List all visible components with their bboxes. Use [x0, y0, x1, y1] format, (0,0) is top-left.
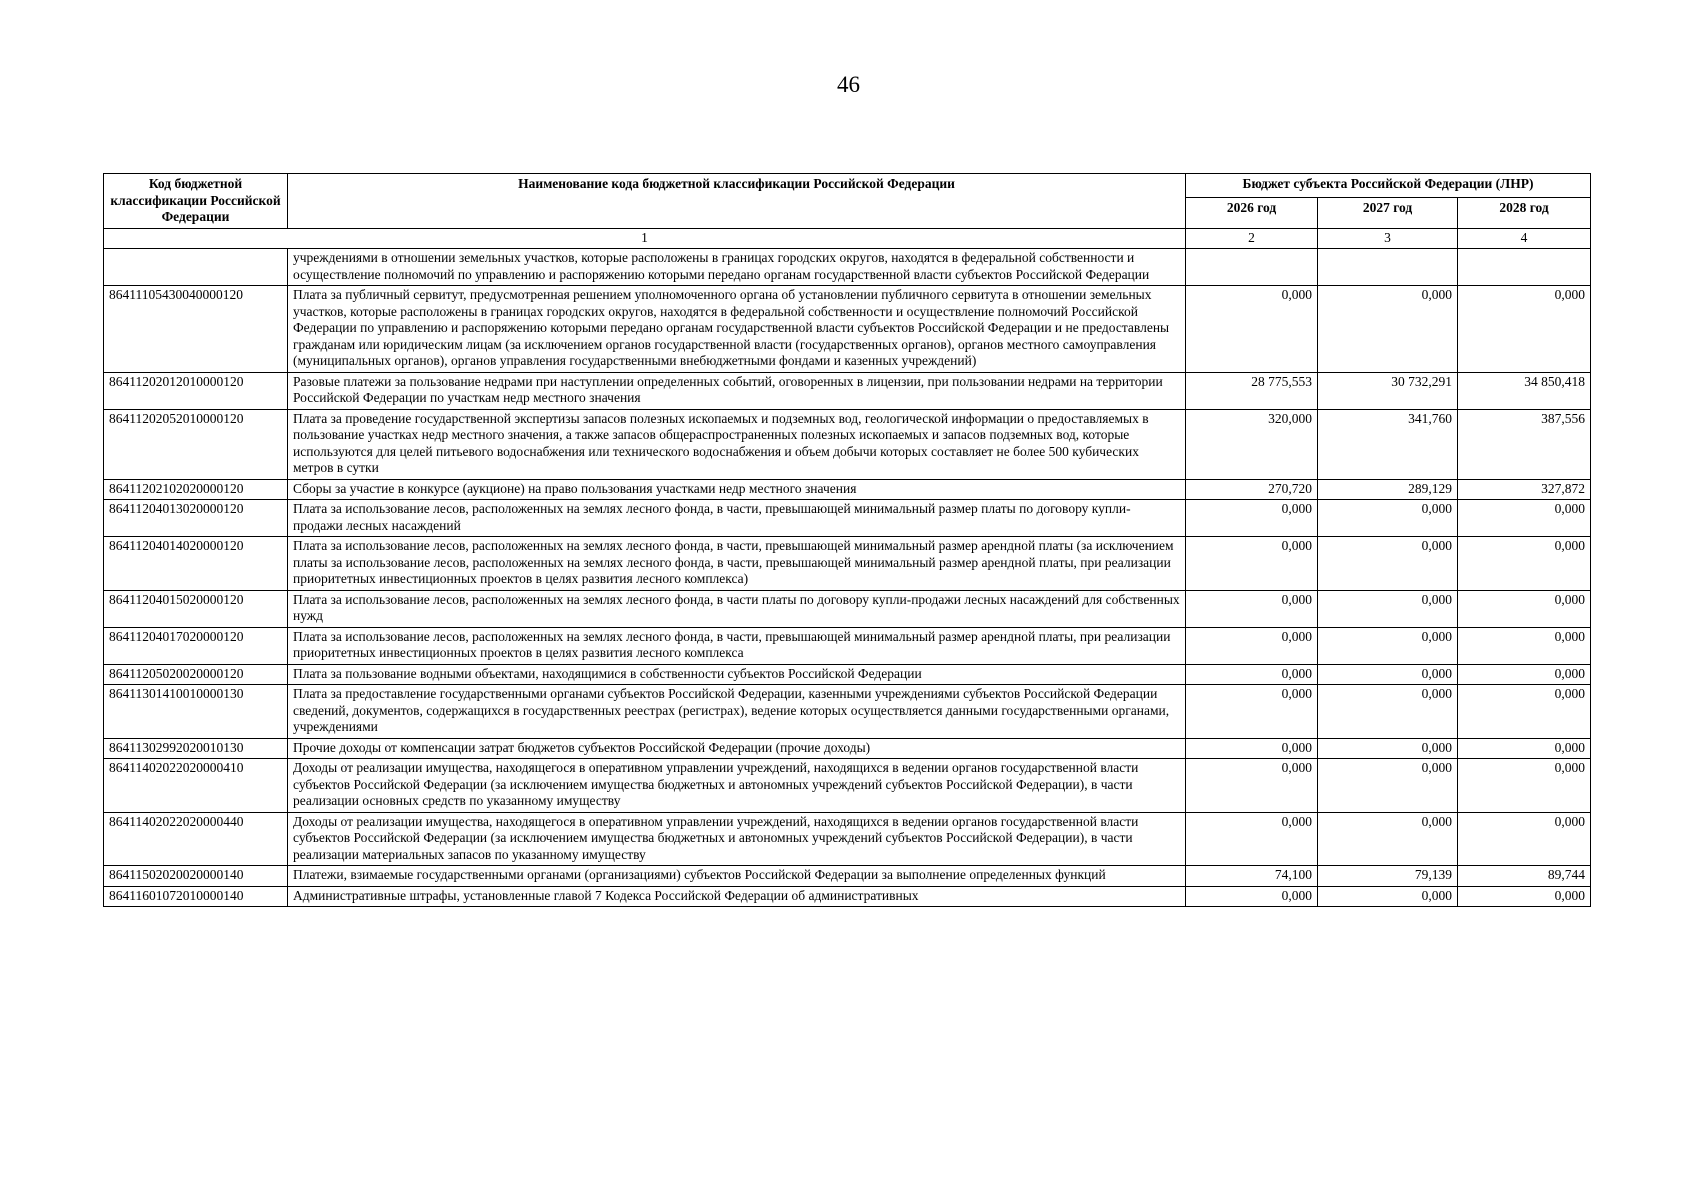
header-name: Наименование кода бюджетной классификации Российской Федерации — [288, 174, 1186, 229]
value-2027-cell: 289,129 — [1318, 479, 1458, 500]
table-row — [104, 479, 1591, 500]
value-2026-cell: 28 775,553 — [1186, 372, 1318, 409]
table-row — [104, 627, 1591, 664]
value-2027-cell: 79,139 — [1318, 866, 1458, 887]
value-2028-cell: 327,872 — [1458, 479, 1591, 500]
value-2026-cell: 74,100 — [1186, 866, 1318, 887]
table-row — [104, 500, 1591, 537]
name-cell: Прочие доходы от компенсации затрат бюджетов субъектов Российской Федерации (прочие доходы) — [288, 738, 1186, 759]
name-cell: Плата за проведение государственной экспертизы запасов полезных ископаемых и подземных вод, геологической информации о предоставляемых в пользование участках недр местного значения, а также запасов общераспространенных полезных ископаемых и запасов подземных вод, которые используются для целей питьевого водоснабжения или технического водоснабжения и объем добычи которых составляет не более 500 кубических метров в сутки — [288, 409, 1186, 479]
code-cell: 86411204013020000120 — [104, 500, 288, 537]
code-cell: 86411202052010000120 — [104, 409, 288, 479]
table-body — [104, 249, 1591, 907]
name-cell: Сборы за участие в конкурсе (аукционе) на право пользования участками недр местного значения — [288, 479, 1186, 500]
value-2028-cell: 0,000 — [1458, 664, 1591, 685]
value-2026-cell: 0,000 — [1186, 685, 1318, 739]
header-year-2028: 2028 год — [1458, 197, 1591, 228]
name-cell: Плата за использование лесов, расположенных на землях лесного фонда, в части, превышающей минимальный размер платы по договору купли-продажи лесных насаждений — [288, 500, 1186, 537]
name-cell: Плата за использование лесов, расположенных на землях лесного фонда, в части, превышающей минимальный размер арендной платы (за исключением платы за использование лесов, расположенных на землях лесного фонда, в части, превышающей минимальный размер арендной платы, при реализации приоритетных инвестиционных проектов в целях развития лесного комплекса) — [288, 537, 1186, 591]
value-2027-cell — [1318, 249, 1458, 286]
value-2028-cell: 0,000 — [1458, 685, 1591, 739]
table-row — [104, 738, 1591, 759]
value-2026-cell: 0,000 — [1186, 759, 1318, 813]
value-2027-cell: 0,000 — [1318, 664, 1458, 685]
table-row — [104, 409, 1591, 479]
name-cell: Плата за пользование водными объектами, находящимися в собственности субъектов Российской Федерации — [288, 664, 1186, 685]
value-2026-cell: 0,000 — [1186, 627, 1318, 664]
value-2027-cell: 0,000 — [1318, 738, 1458, 759]
value-2026-cell: 0,000 — [1186, 812, 1318, 866]
value-2027-cell: 0,000 — [1318, 812, 1458, 866]
value-2027-cell: 0,000 — [1318, 759, 1458, 813]
table-header — [104, 174, 1591, 249]
table-row — [104, 249, 1591, 286]
column-number-3: 3 — [1318, 228, 1458, 249]
code-cell: 86411204015020000120 — [104, 590, 288, 627]
value-2026-cell — [1186, 249, 1318, 286]
table-row — [104, 286, 1591, 373]
value-2027-cell: 0,000 — [1318, 537, 1458, 591]
code-cell: 86411402022020000410 — [104, 759, 288, 813]
value-2026-cell: 0,000 — [1186, 738, 1318, 759]
code-cell: 86411302992020010130 — [104, 738, 288, 759]
table-row — [104, 886, 1591, 907]
name-cell: Доходы от реализации имущества, находящегося в оперативном управлении учреждений, находящихся в ведении органов государственной власти субъектов Российской Федерации (за исключением имущества бюджетных и автономных учреждений субъектов Российской Федерации), в части реализации основных средств по указанному имуществу — [288, 759, 1186, 813]
code-cell: 86411204017020000120 — [104, 627, 288, 664]
value-2027-cell: 341,760 — [1318, 409, 1458, 479]
code-cell: 86411502020020000140 — [104, 866, 288, 887]
table-row — [104, 759, 1591, 813]
value-2028-cell: 0,000 — [1458, 500, 1591, 537]
value-2026-cell: 0,000 — [1186, 886, 1318, 907]
value-2026-cell: 0,000 — [1186, 500, 1318, 537]
name-cell: Разовые платежи за пользование недрами при наступлении определенных событий, оговоренных в лицензии, при пользовании недрами на территории Российской Федерации по участкам недр местного значения — [288, 372, 1186, 409]
name-cell: Доходы от реализации имущества, находящегося в оперативном управлении учреждений, находящихся в ведении органов государственной власти субъектов Российской Федерации (за исключением имущества бюджетных и автономных учреждений субъектов Российской Федерации), в части реализации материальных запасов по указанному имуществу — [288, 812, 1186, 866]
value-2027-cell: 0,000 — [1318, 685, 1458, 739]
value-2027-cell: 0,000 — [1318, 886, 1458, 907]
value-2028-cell: 0,000 — [1458, 759, 1591, 813]
table-row — [104, 590, 1591, 627]
table-row — [104, 372, 1591, 409]
value-2027-cell: 0,000 — [1318, 500, 1458, 537]
value-2028-cell: 387,556 — [1458, 409, 1591, 479]
name-cell: Плата за использование лесов, расположенных на землях лесного фонда, в части, превышающей минимальный размер арендной платы, при реализации приоритетных инвестиционных проектов в целях развития лесного комплекса — [288, 627, 1186, 664]
name-cell: Платежи, взимаемые государственными органами (организациями) субъектов Российской Федерации за выполнение определенных функций — [288, 866, 1186, 887]
value-2027-cell: 0,000 — [1318, 590, 1458, 627]
value-2028-cell: 0,000 — [1458, 590, 1591, 627]
column-number-row — [104, 228, 1591, 249]
value-2028-cell: 0,000 — [1458, 738, 1591, 759]
name-cell: Плата за использование лесов, расположенных на землях лесного фонда, в части платы по договору купли-продажи лесных насаждений для собственных нужд — [288, 590, 1186, 627]
page-number: 46 — [837, 72, 860, 97]
header-budget: Бюджет субъекта Российской Федерации (ЛНР) — [1186, 174, 1591, 198]
value-2027-cell: 30 732,291 — [1318, 372, 1458, 409]
value-2026-cell: 0,000 — [1186, 286, 1318, 373]
value-2028-cell: 0,000 — [1458, 886, 1591, 907]
code-cell: 86411202012010000120 — [104, 372, 288, 409]
column-number-2: 2 — [1186, 228, 1318, 249]
column-number-1: 1 — [104, 228, 1186, 249]
name-cell: Плата за предоставление государственными органами субъектов Российской Федерации, казенными учреждениями субъектов Российской Федерации сведений, документов, содержащихся в государственных реестрах (регистрах), ведение которых осуществляется данными государственными органами, учреждениями — [288, 685, 1186, 739]
value-2027-cell: 0,000 — [1318, 627, 1458, 664]
table-row — [104, 685, 1591, 739]
value-2026-cell: 0,000 — [1186, 537, 1318, 591]
value-2026-cell: 0,000 — [1186, 664, 1318, 685]
value-2028-cell — [1458, 249, 1591, 286]
value-2026-cell: 320,000 — [1186, 409, 1318, 479]
value-2026-cell: 0,000 — [1186, 590, 1318, 627]
code-cell: 86411202102020000120 — [104, 479, 288, 500]
value-2028-cell: 0,000 — [1458, 812, 1591, 866]
table-row — [104, 866, 1591, 887]
table-row — [104, 664, 1591, 685]
header-year-2026: 2026 год — [1186, 197, 1318, 228]
name-cell: Административные штрафы, установленные главой 7 Кодекса Российской Федерации об административных — [288, 886, 1186, 907]
code-cell — [104, 249, 288, 286]
value-2028-cell: 0,000 — [1458, 537, 1591, 591]
code-cell: 86411402022020000440 — [104, 812, 288, 866]
code-cell: 86411301410010000130 — [104, 685, 288, 739]
table-row — [104, 812, 1591, 866]
value-2027-cell: 0,000 — [1318, 286, 1458, 373]
value-2028-cell: 0,000 — [1458, 286, 1591, 373]
header-year-2027: 2027 год — [1318, 197, 1458, 228]
code-cell: 86411205020020000120 — [104, 664, 288, 685]
code-cell: 86411204014020000120 — [104, 537, 288, 591]
code-cell: 86411601072010000140 — [104, 886, 288, 907]
name-cell: учреждениями в отношении земельных участков, которые расположены в границах городских округов, находятся в федеральной собственности и осуществление полномочий по управлению и распоряжению которыми передано органам государственной власти субъектов Российской Федерации — [288, 249, 1186, 286]
header-code: Код бюджетной классификации Российской Федерации — [104, 174, 288, 229]
value-2028-cell: 89,744 — [1458, 866, 1591, 887]
column-number-4: 4 — [1458, 228, 1591, 249]
code-cell: 86411105430040000120 — [104, 286, 288, 373]
name-cell: Плата за публичный сервитут, предусмотренная решением уполномоченного органа об установлении публичного сервитута в отношении земельных участков, которые расположены в границах городских округов, находятся в федеральной собственности и осуществление полномочий Российской Федерации по управлению и распоряжению которыми передано органам государственной власти субъектов Российской Федерации и не предоставлены гражданам или юридическим лицам (за исключением органов государственной власти (государственных органов), органов местного самоуправления (муниципальных органов), органов управления государственными внебюджетными фондами и казенных учреждений) — [288, 286, 1186, 373]
value-2028-cell: 0,000 — [1458, 627, 1591, 664]
table-row — [104, 537, 1591, 591]
budget-revenue-table — [103, 173, 1591, 907]
value-2028-cell: 34 850,418 — [1458, 372, 1591, 409]
value-2026-cell: 270,720 — [1186, 479, 1318, 500]
